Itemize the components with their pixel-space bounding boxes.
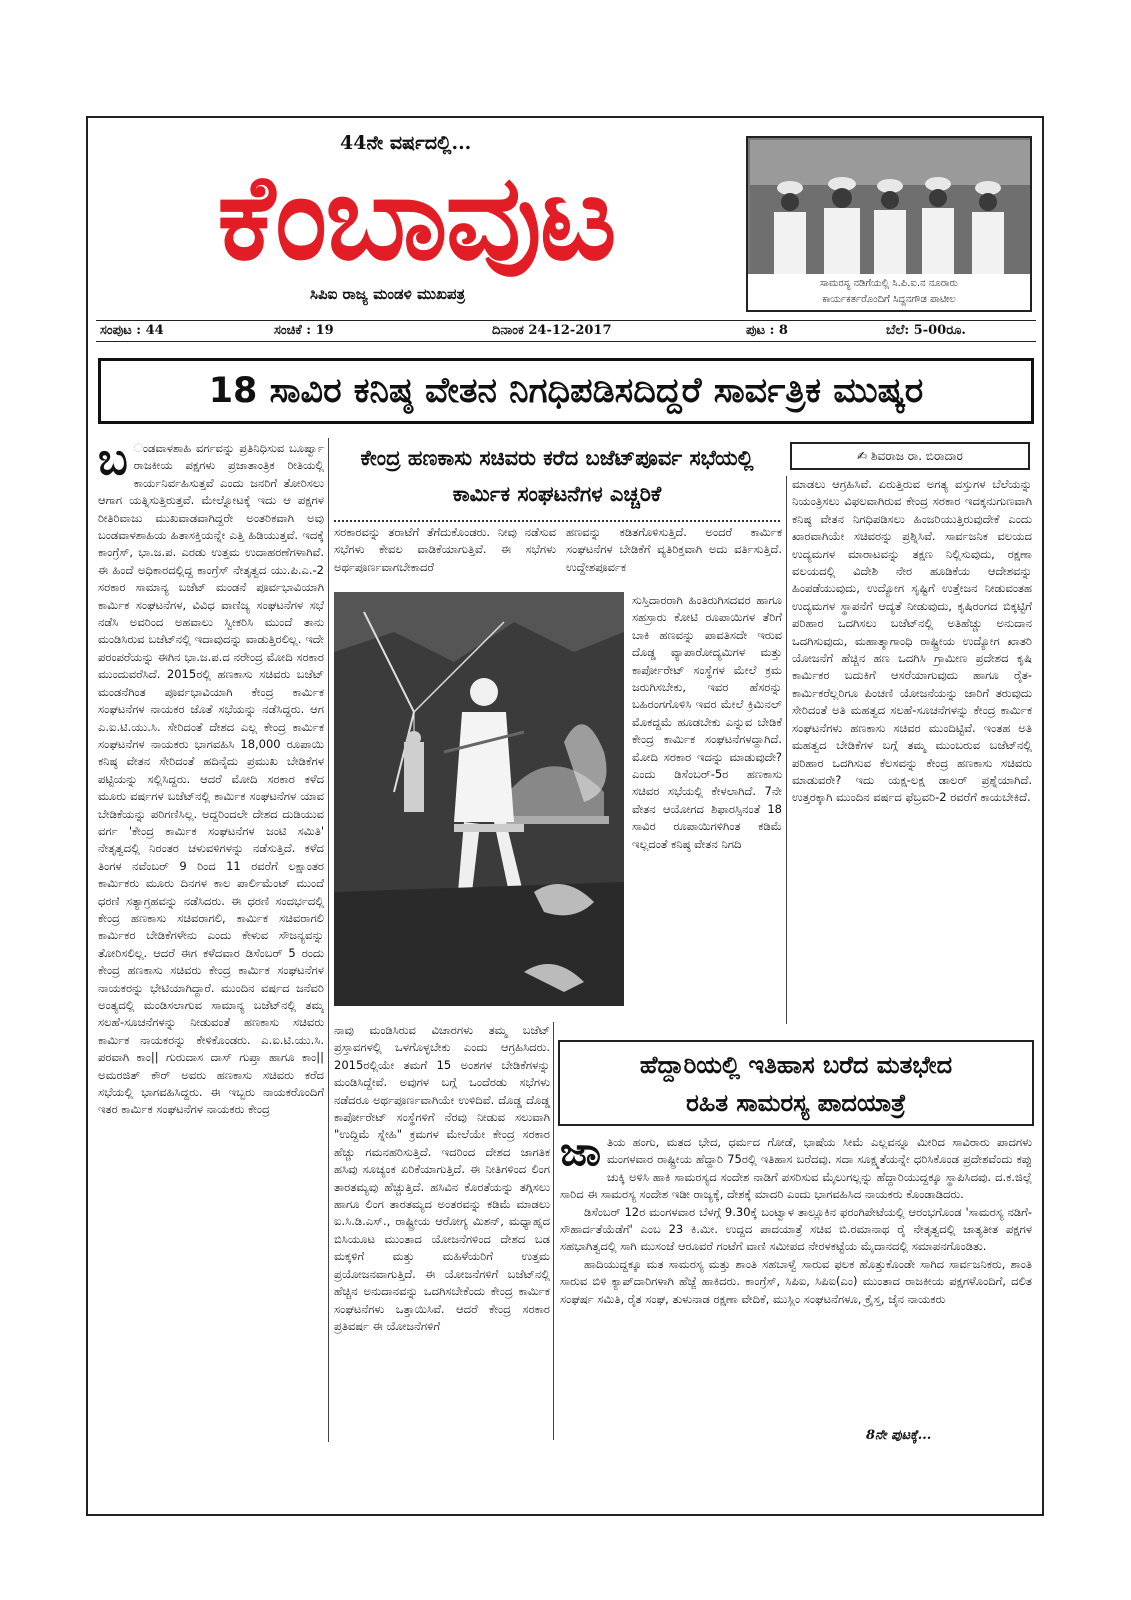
article1-column-1	[98, 440, 324, 1440]
article1-byline: ✍ ಶಿವರಾಜ ರಾ. ಬಿರಾದಾರ	[790, 442, 1030, 470]
continued-note: 8ನೇ ಪುಟಕ್ಕೆ...	[866, 1428, 932, 1443]
masthead-subtitle: ಸಿಪಿಐ ರಾಜ್ಯ ಮಂಡಳಿ ಮುಖಪತ್ರ	[310, 285, 466, 303]
march-photo-image	[750, 140, 1030, 274]
article2-headline-line-1: ಹೆದ್ದಾರಿಯಲ್ಲಿ ಇತಿಹಾಸ ಬರೆದ ಮತಭೇದ	[639, 1051, 953, 1079]
column-divider	[328, 438, 329, 1442]
article1-subheadline: ಕೇಂದ್ರ ಹಣಕಾಸು ಸಚಿವರು ಕರೆದ ಬಜೆಟ್‌ಪೂರ್ವ ಸಭೆಯಲ್ಲಿ ಕಾರ್ಮಿಕ ಸಂಘಟನೆಗಳ ಎಚ್ಚರಿಕೆ	[360, 446, 754, 506]
price: ಬೆಲೆ: 5-00ರೂ.	[886, 323, 966, 338]
article1-column-4: ಮಾಡಲು ಆಗ್ರಹಿಸಿವೆ. ಏರುತ್ತಿರುವ ಅಗತ್ಯ ವಸ್ತುಗಳ ಬೆಲೆಯನ್ನು ನಿಯಂತ್ರಿಸಲು ವಿಫಲವಾಗಿರುವ ಕೇಂದ್ರ ಸರಕಾರ ಇದಕ್ಕನುಗುಣವಾಗಿ ಕನಿಷ್ಠ ವೇತನ ನಿಗಧಿಪಡಿಸಲು ಹಿಂಜರಿಯುತ್ತಿರುವುದೇಕೆ ಎಂದು ಖಾರವಾಗಿಯೇ ಸಚಿವರನ್ನು ಪ್ರಶ್ನಿಸಿವೆ. ಸಾರ್ವಜನಿಕ ವಲಯದ ಉದ್ಯಮಗಳ ಮಾರಾಟವನ್ನು ತಕ್ಷಣ ನಿಲ್ಲಿಸುವುದು, ರಕ್ಷಣಾ ವಲಯದಲ್ಲಿ ವಿದೇಶಿ ನೇರ ಹೂಡಿಕೆಯ ಆದೇಶವನ್ನು ಹಿಂಪಡೆಯುವುದು, ಉದ್ಯೋಗ ಸೃಷ್ಟಿಗೆ ಉತ್ತೇಜನ ನೀಡುವಂತಹ ಉದ್ಯಮಗಳ ಸ್ಥಾಪನೆಗೆ ಆದ್ಯತೆ ನೀಡುವುದು, ಕೃಷಿರಂಗದ ಬಿಕ್ಕಟ್ಟಿಗೆ ಪರಿಹಾರ ಒದಗಿಸಲು ಬಜೆಟ್‌ನಲ್ಲಿ ಅತಿಹೆಚ್ಚು ಅನುದಾನ ಒದಗಿಸುವುದು, ಮಹಾತ್ಮಾಗಾಂಧಿ ರಾಷ್ಟ್ರೀಯ ಉದ್ಯೋಗ ಖಾತರಿ ಯೋಜನೆಗೆ ಹೆಚ್ಚಿನ ಹಣ ಒದಗಿಸಿ ಗ್ರಾಮೀಣ ಪ್ರದೇಶದ ಕೃಷಿ ಕಾರ್ಮಿಕರ ಬದುಕಿಗೆ ಆಸರೆಯಾಗುವುದು ಹಾಗೂ ರೈತ-ಕಾರ್ಮಿಕರೆಲ್ಲರಿಗೂ ಪಿಂಚಣಿ ಯೋಜನೆಯನ್ನು ಜಾರಿಗೆ ತರುವುದು ಸೇರಿದಂತೆ ಅತಿ ಮಹತ್ವದ ಸಲಹೆ-ಸೂಚನೆಗಳನ್ನು ಕೇಂದ್ರ ಕಾರ್ಮಿಕ ಸಂಘಟನೆಗಳು ಹಣಕಾಸು ಸಚಿವರ ಮುಂದಿಟ್ಟಿವೆ. ಇಂತಹ ಅತಿ ಮಹತ್ವದ ಬೇಡಿಕೆಗಳ ಬಗ್ಗೆ ತಮ್ಮ ಮುಂಬರುವ ಬಜೆಟ್‌ನಲ್ಲಿ ಪರಿಹಾರ ಒದಗಿಸುವ ಕೆಲಸವನ್ನು ಕೇಂದ್ರ ಹಣಕಾಸು ಸಚಿವರು ಮಾಡುವರೇ? ಇದು ಯಕ್ಷ-ಲಕ್ಷ ಡಾಲರ್ ಪ್ರಶ್ನೆಯಾಗಿದೆ. ಉತ್ತರಕ್ಕಾಗಿ ಮುಂದಿನ ವರ್ಷದ ಫೆಬ್ರವರಿ-2 ರವರೆಗೆ ಕಾಯಬೇಕಿದೆ.	[792, 477, 1032, 805]
volume-number: ಸಂಪುಟ : 44	[100, 323, 164, 338]
column-divider	[786, 476, 787, 1024]
column-divider	[553, 1022, 554, 1440]
article1-column-3-side: ಸುಸ್ತಿದಾರರಾಗಿ ಹಿಂತಿರುಗಿಸದವರ ಹಾಗೂ ಸಹಸ್ರಾರು ಕೋಟಿ ರೂಪಾಯಿಗಳ ತೆರಿಗೆ ಬಾಕಿ ಹಣವನ್ನು ಪಾವತಿಸದೇ ಇರುವ ದೊಡ್ಡ ವ್ಯಾಪಾರೋದ್ಯಮಿಗಳ ಮತ್ತು ಕಾರ್ಪೋರೇಟ್ ಸಂಸ್ಥೆಗಳ ಮೇಲೆ ಕ್ರಮ ಜರುಗಿಸಬೇಕು, ಇವರ ಹೆಸರನ್ನು ಬಹಿರಂಗಗೊಳಿಸಿ ಇವರ ಮೇಲೆ ಕ್ರಿಮಿನಲ್ ಮೊಕದ್ದಮೆ ಹೂಡಬೇಕು ಎನ್ನುವ ಬೇಡಿಕೆ ಕೇಂದ್ರ ಕಾರ್ಮಿಕ ಸಂಘಟನೆಗಳದ್ದಾಗಿದೆ. ಮೋದಿ ಸರಕಾರ ಇದನ್ನು ಮಾಡುವುದೇ? ಎಂದು ಡಿಸೆಂಬರ್-5ರ ಹಣಕಾಸು ಸಚಿವರ ಸಭೆಯಲ್ಲಿ ಕೇಳಲಾಗಿದೆ. 7ನೇ ವೇತನ ಆಯೋಗದ ಶಿಫಾರಸ್ಸಿನಂತೆ 18 ಸಾವಿರ ರೂಪಾಯಿಗಳಿಗಿಂತ ಕಡಿಮೆ ಇಲ್ಲದಂತೆ ಕನಿಷ್ಠ ವೇತನ ನಿಗದಿ	[632, 593, 782, 851]
photo-caption-line-2: ಕಾರ್ಯಕರ್ತರೊಂದಿಗೆ ಸಿದ್ದನಗೌಡ ಪಾಟೀಲ	[822, 294, 956, 305]
article1-col1-text: ಂಡವಾಳಶಾಹಿ ವರ್ಗವನ್ನು ಪ್ರತಿನಿಧಿಸುವ ಬೂರ್ಷ್ವಾ ರಾಜಕೀಯ ಪಕ್ಷಗಳು ಪ್ರಜಾತಾಂತ್ರಿಕ ರೀತಿಯಲ್ಲಿ ಕಾರ್ಯನಿರ್ವಹಿಸುತ್ತವೆ ಎಂದು ಜನರಿಗೆ ತೋರಿಸಲು ಆಗಾಗ ಯತ್ನಿಸುತ್ತಿರುತ್ತವೆ. ಮೇಲ್ನೋಟಕ್ಕೆ ಇದು ಆ ಪಕ್ಷಗಳ ರೀತಿರಿವಾಜು ಮುಖವಾಡವಾಗಿದ್ದರೇ ಅಂತರಿಕವಾಗಿ ಅವು ಬಂಡವಾಳಶಾಹಿಯ ಹಿತಾಸಕ್ತಿಯನ್ನೇ ಎತ್ತಿ ಹಿಡಿಯುತ್ತವೆ. ಇದಕ್ಕೆ ಕಾಂಗ್ರೆಸ್, ಭಾ.ಜ.ಪ. ಎರಡು ಉತ್ತಮ ಉದಾಹರಣೆಗಳಾಗಿವೆ. ಈ ಹಿಂದೆ ಅಧಿಕಾರದಲ್ಲಿದ್ದ ಕಾಂಗ್ರೆಸ್ ನೇತೃತ್ವದ ಯು.ಪಿ.ಎ.-2 ಸರಕಾರ ಸಾಮಾನ್ಯ ಬಜೆಟ್ ಮಂಡನೆ ಪೂರ್ವಭಾವಿಯಾಗಿ ಕಾರ್ಮಿಕ ಸಂಘಟನೆಗಳ, ವಿವಿಧ ವಾಣಿಜ್ಯ ಸಂಘಟನೆಗಳ ಸಭೆ ನಡೆಸಿ ಅವರಿಂದ ಅಹವಾಲು ಸ್ವೀಕರಿಸಿ ಮುಂದೆ ತಾನು ಮಂಡಿಸಿರುವ ಬಜೆಟ್‌ನಲ್ಲಿ ಇದಾವುದನ್ನು ವಾಡುತ್ತಿರಲಿಲ್ಲ. ಇದೇ ಪರಂಪರೆಯನ್ನು ಈಗಿನ ಭಾ.ಜ.ಪ.ದ ನರೇಂದ್ರ ಮೋದಿ ಸರಕಾರ ಮುಂದುವರೆಸಿದೆ. 2015ರಲ್ಲಿ ಹಣಕಾಸು ಸಚಿವರು ಬಜೆಟ್ ಮಂಡನೆಗಿಂತ ಪೂರ್ವಭಾವಿಯಾಗಿ ಕೇಂದ್ರ ಕಾರ್ಮಿಕ ಸಂಘಟನೆಗಳ ನಾಯಕರ ಜೊತೆ ಸಭೆಯನ್ನು ನಡೆಸಿದ್ದರು. ಆಗ ಎ.ಐ.ಟಿ.ಯು.ಸಿ. ಸೇರಿದಂತೆ ದೇಶದ ಎಲ್ಲ ಕೇಂದ್ರ ಕಾರ್ಮಿಕ ಸಂಘಟನೆಗಳ ನಾಯಕರು ಭಾಗವಹಿಸಿ 18,000 ರೂಪಾಯಿ ಕನಿಷ್ಠ ವೇತನ ಸೇರಿದಂತೆ ಹದಿನೈದು ಪ್ರಮುಖ ಬೇಡಿಕೆಗಳ ಪಟ್ಟಿಯನ್ನು ಸಲ್ಲಿಸಿದ್ದರು. ಆದರೆ ಮೋದಿ ಸರಕಾರ ಕಳೆದ ಮೂರು ವರ್ಷಗಳ ಬಜೆಟ್‌ನಲ್ಲಿ ಕಾರ್ಮಿಕ ಸಂಘಟನೆಗಳ ಯಾವ ಬೇಡಿಕೆಯನ್ನು ಪರಿಗಣಿಸಿಲ್ಲ. ಅದ್ದರಿಂದಲೇ ದೇಶದ ದುಡಿಯುವ ವರ್ಗ 'ಕೇಂದ್ರ ಕಾರ್ಮಿಕ ಸಂಘಟನೆಗಳ ಜಂಟಿ ಸಮಿತಿ' ನೇತೃತ್ವದಲ್ಲಿ ನಿರಂತರ ಚಳುವಳಿಗಳನ್ನು ನಡೆಸುತ್ತಿದೆ. ಕಳೆದ ತಿಂಗಳ ನವೆಂಬರ್ 9 ರಿಂದ 11 ರವರೆಗೆ ಲಕ್ಷಾಂತರ ಕಾರ್ಮಿಕರು ಮೂರು ದಿನಗಳ ಕಾಲ ಪಾರ್ಲಿಮೆಂಟ್ ಮುಂದೆ ಧರಣಿ ಸತ್ಯಾಗ್ರಹವನ್ನು ನಡೆಸಿದರು. ಈ ಧರಣಿ ಸಂದರ್ಭದಲ್ಲಿ ಕೇಂದ್ರ ಹಣಕಾಸು ಸಚಿವರಾಗಲಿ, ಕಾರ್ಮಿಕ ಸಚಿವರಾಗಲಿ ಕಾರ್ಮಿಕರ ಬೇಡಿಕೆಗಳೇನು ಎಂದು ಕೇಳುವ ಸೌಜನ್ಯವನ್ನು ತೋರಿಸಲಿಲ್ಲ. ಆದರೆ ಈಗ ಕಳೆದವಾರ ಡಿಸೆಂಬರ್ 5 ರಂದು ಕೇಂದ್ರ ಹಣಕಾಸು ಸಚಿವರು ಕೇಂದ್ರ ಕಾರ್ಮಿಕ ಸಂಘಟನೆಗಳ ನಾಯಕರನ್ನು ಭೇಟಿಯಾಗಿದ್ದಾರೆ. ಮುಂದಿನ ವರ್ಷದ ಜನೆವರಿ ಅಂತ್ಯದಲ್ಲಿ ಮಂಡಿಸಲಾಗುವ ಸಾಮಾನ್ಯ ಬಜೆಟ್‌ನಲ್ಲಿ ತಮ್ಮ ಸಲಹೆ-ಸೂಚನೆಗಳನ್ನು ನೀಡುವಂತೆ ಹಣಕಾಸು ಸಚಿವರು ಕಾರ್ಮಿಕ ನಾಯಕರನ್ನು ಕೇಳಿಕೊಂಡರು. ಎ.ಐ.ಟಿ.ಯು.ಸಿ. ಪರವಾಗಿ ಕಾಂ|| ಗುರುದಾಸ ದಾಸ್ ಗುಪ್ತಾ ಹಾಗೂ ಕಾಂ|| ಅಮರಜಿತ್ ಕೌರ್ ಅವರು ಹಣಕಾಸು ಸಚಿವರು ಕರೆದ ಸಭೆಯಲ್ಲಿ ಭಾಗವಹಿಸಿದ್ದರು. ಈ ಇಬ್ಬರು ನಾಯಕರೊಂದಿಗೆ ಇತರ ಕಾರ್ಮಿಕ ಸಂಘಟನೆಗಳ ನಾಯಕರು ಕೇಂದ್ರ	[98, 441, 324, 1117]
article2-paragraph-3: ಹಾದಿಯುದ್ದಕ್ಕೂ ಮತ ಸಾಮರಸ್ಯ ಮತ್ತು ಶಾಂತಿ ಸಹಬಾಳ್ವೆ ಸಾರುವ ಫಲಕ ಹೊತ್ತುಕೊಂಡೇ ಸಾಗಿದ ಸಾರ್ವಜನಿಕರು, ಶಾಂತಿ ಸಾರುವ ಬಿಳಿ ಕ್ಯಾಪ್‌ದಾರಿಗಳಾಗಿ ಹೆಜ್ಜೆ ಹಾಕಿದರು. ಕಾಂಗ್ರೆಸ್, ಸಿಪಿಐ, ಸಿಪಿಐ(ಎಂ) ಮುಂತಾದ ರಾಜಕೀಯ ಪಕ್ಷಗಳೊಂದಿಗೆ, ದಲಿತ ಸಂಘರ್ಷ ಸಮಿತಿ, ರೈತ ಸಂಘ, ತುಳುನಾಡ ರಕ್ಷಣಾ ವೇದಿಕೆ, ಮುಸ್ಲಿಂ ಸಂಘಟನೆಗಳೂ, ಕ್ರೈಸ್ತ, ಜೈನ ನಾಯಕರು	[560, 1256, 1032, 1306]
issue-date: ದಿನಾಂಕ 24-12-2017	[492, 323, 612, 338]
article1-column-3-top: ಹಣವನ್ನು ಕಡಿತಗೊಳಿಸುತ್ತಿದೆ. ಅಂದರೆ ಕಾರ್ಮಿಕ ಸಂಘಟನೆಗಳ ಬೇಡಿಕೆಗೆ ವ್ಯತಿರಿಕ್ತವಾಗಿ ಅದು ವರ್ತಿಸುತ್ತಿದೆ. ಉದ್ದೇಶಪೂರ್ವಕ	[566, 525, 782, 574]
article2-dropcap: ಜಾ	[560, 1134, 601, 1175]
article2-para1-text: ತಿಯ ಹಂಗು, ಮತದ ಭೇದ, ಧರ್ಮದ ಗೋಡೆ, ಭಾಷೆಯ ಸೀಮೆ ಎಲ್ಲವನ್ನೂ ಮೀರಿದ ಸಾವಿರಾರು ಪಾದಗಳು ಮಂಗಳವಾರ ರಾಷ್ಟ್ರೀಯ ಹೆದ್ದಾರಿ 75ರಲ್ಲಿ ಇತಿಹಾಸ ಬರೆದವು. ಸದಾ ಸೂಕ್ಷ್ಮತೆಯನ್ನೇ ಧರಿಸಿಕೊಂಡ ಪ್ರದೇಶವೆಂದು ಕಪ್ಪು ಚುಕ್ಕಿ ಅಳಿಸಿ ಹಾಕಿ ಸಾಮರಸ್ಯದ ಸಂದೇಶ ನಾಡಿಗೆ ಪಸರಿಸುವ ಮೈಲುಗಲ್ಲನ್ನು ಹೆದ್ದಾರಿಯುದ್ದಕ್ಕೂ ಸ್ಥಾಪಿಸಿದವು. ದ.ಕ.ಜಿಲ್ಲೆ ಸಾರಿದ ಈ ಸಾಮರಸ್ಯ ಸಂದೇಶ ಇಡೀ ರಾಜ್ಯಕ್ಕೆ, ದೇಶಕ್ಕೆ ಮಾದರಿ ಎಂದು ಭಾಗವಹಿಸಿದ ನಾಯಕರು ಕೊಂಡಾಡಿದರು.	[560, 1135, 1032, 1202]
article2-headline	[558, 1040, 1034, 1126]
page-count: ಪುಟ : 8	[746, 323, 788, 338]
photo-caption	[748, 274, 1030, 310]
cartoon-illustration	[334, 592, 624, 1006]
cartoon-image	[334, 592, 624, 1006]
article2-paragraph-2: ಡಿಸೆಂಬರ್ 12ರ ಮಂಗಳವಾರ ಬೆಳಗ್ಗೆ 9.30ಕ್ಕೆ ಬಂಟ್ವಾಳ ತಾಲ್ಲೂಕಿನ ಫರಂಗಿಪೇಟೆಯಲ್ಲಿ ಆರಂಭಗೊಂಡ 'ಸಾಮರಸ್ಯ ನಡಿಗೆ- ಸೌಹಾರ್ದತೆಯೆಡೆಗೆ' ಎಂಬ 23 ಕಿ.ಮೀ. ಉದ್ದದ ಪಾದಯಾತ್ರೆ ಸಚಿವ ಬಿ.ರಮಾನಾಥ ರೈ ನೇತೃತ್ವದಲ್ಲಿ ಜಾತ್ಯತೀತ ಪಕ್ಷಗಳ ಸಹಭಾಗಿತ್ವದಲ್ಲಿ ಸಾಗಿ ಮುಸಂಜೆ ಆರೂವರೆ ಗಂಟೆಗೆ ವಾಣಿ ಸಮೀಪದ ನೇರಳಕಟ್ಟೆಯ ಮೈದಾನದಲ್ಲಿ ಸಮಾಪನಗೊಂಡಿತು.	[560, 1204, 1032, 1254]
photo-caption-line-1: ಸಾಮರಸ್ಯ ನಡಿಗೆಯಲ್ಲಿ ಸಿ.ಪಿ.ಐ.ನ ನೂರಾರು	[819, 278, 958, 289]
article2-paragraph-1	[560, 1134, 1032, 1204]
front-photo	[746, 136, 1032, 312]
main-headline: 18 ಸಾವಿರ ಕನಿಷ್ಠ ವೇತನ ನಿಗಧಿಪಡಿಸದಿದ್ದರೆ ಸಾರ್ವತ್ರಿಕ ಮುಷ್ಕರ	[98, 358, 1034, 424]
article1-column-2-top: ಸರಕಾರವನ್ನು ತರಾಟೆಗೆ ತೆಗೆದುಕೊಂಡರು. ನೀವು ನಡೆಸುವ ಸಭೆಗಳು ಕೇವಲ ವಾಡಿಕೆಯಾಗುತ್ತಿವೆ. ಈ ಸಭೆಗಳು ಅರ್ಥಪೂರ್ಣವಾಗಬೇಕಾದರೆ	[334, 525, 556, 574]
dotted-divider	[334, 520, 780, 522]
masthead-tagline: 44ನೇ ವರ್ಷದಲ್ಲಿ...	[340, 132, 472, 154]
article2-body	[560, 1134, 1032, 1424]
article2-headline-line-2: ರಹಿತ ಸಾಮರಸ್ಯ ಪಾದಯಾತ್ರೆ	[686, 1089, 906, 1117]
masthead-title: ಕೆಂಬಾವುಟ	[217, 148, 615, 286]
article1-dropcap: ಬ	[98, 440, 128, 485]
article1-column-2-bottom: ನಾವು ಮಂಡಿಸಿರುವ ವಿಚಾರಗಳು ತಮ್ಮ ಬಜೆಟ್ ಪ್ರಸ್ತಾವಗಳಲ್ಲಿ ಒಳಗೊಳ್ಳಬೇಕು ಎಂದು ಆಗ್ರಹಿಸಿದರು. 2015ರಲ್ಲಿಯೇ ತಮಗೆ 15 ಅಂಶಗಳ ಬೇಡಿಕೆಗಳನ್ನು ಮಂಡಿಸಿದ್ದೇವೆ. ಅವುಗಳ ಬಗ್ಗೆ ಒಂದೆರಡು ಸಭೆಗಳು ನಡೆದರೂ ಅರ್ಥಪೂರ್ಣವಾಗಿಯೇ ಉಳಿದಿವೆ. ದೊಡ್ಡ ದೊಡ್ಡ ಕಾರ್ಪೋರೇಟ್ ಸಂಸ್ಥೆಗಳಿಗೆ ನೆರವು ನೀಡುವ ಸಲುವಾಗಿ "ಉದ್ದಿಮೆ ಸ್ನೇಹಿ" ಕ್ರಮಗಳ ಮೇಲೆಯೇ ಕೇಂದ್ರ ಸರಕಾರ ಹೆಚ್ಚು ಗಮನಹರಿಸುತ್ತಿದೆ. ಇದರಿಂದ ದೇಶದ ಜಾಗತಿಕ ಹಸಿವು ಸೂಚ್ಯಂಕ ಏರಿಕೆಯಾಗುತ್ತಿದೆ. ಈ ನೀತಿಗಳಿಂದ ಲಿಂಗ ತಾರತಮ್ಯವು ಹೆಚ್ಚುತ್ತಿದೆ. ಹಸಿವಿನ ಕೊರತೆಯನ್ನು ತಗ್ಗಿಸಲು ಹಾಗೂ ಲಿಂಗ ತಾರತಮ್ಯದ ಅಂತರವನ್ನು ಕಡಿಮೆ ಮಾಡಲು ಐ.ಸಿ.ಡಿ.ಎಸ್., ರಾಷ್ಟ್ರೀಯ ಆರೋಗ್ಯ ಮಿಶನ್, ಮಧ್ಯಾಹ್ನದ ಬಿಸಿಯೂಟ ಮುಂತಾದ ಯೋಜನೆಗಳಿಂದ ದೇಶದ ಬಡ ಮಕ್ಕಳಿಗೆ ಮತ್ತು ಮಹಿಳೆಯರಿಗೆ ಉತ್ತಮ ಪ್ರಯೋಜನವಾಗುತ್ತಿದೆ. ಈ ಯೋಜನೆಗಳಿಗೆ ಬಜೆಟ್‌ನಲ್ಲಿ ಹೆಚ್ಚಿನ ಅನುದಾನವನ್ನು ಒದಗಿಸಬೇಕೆಂದು ಕೇಂದ್ರ ಕಾರ್ಮಿಕ ಸಂಘಟನೆಗಳು ಒತ್ತಾಯಿಸಿವೆ. ಆದರೆ ಕೇಂದ್ರ ಸರಕಾರ ಪ್ರತಿವರ್ಷ ಈ ಯೋಜನೆಗಳಿಗೆ	[334, 1023, 550, 1333]
issue-info-bar	[96, 320, 1036, 342]
issue-number: ಸಂಚಿಕೆ : 19	[274, 323, 334, 338]
